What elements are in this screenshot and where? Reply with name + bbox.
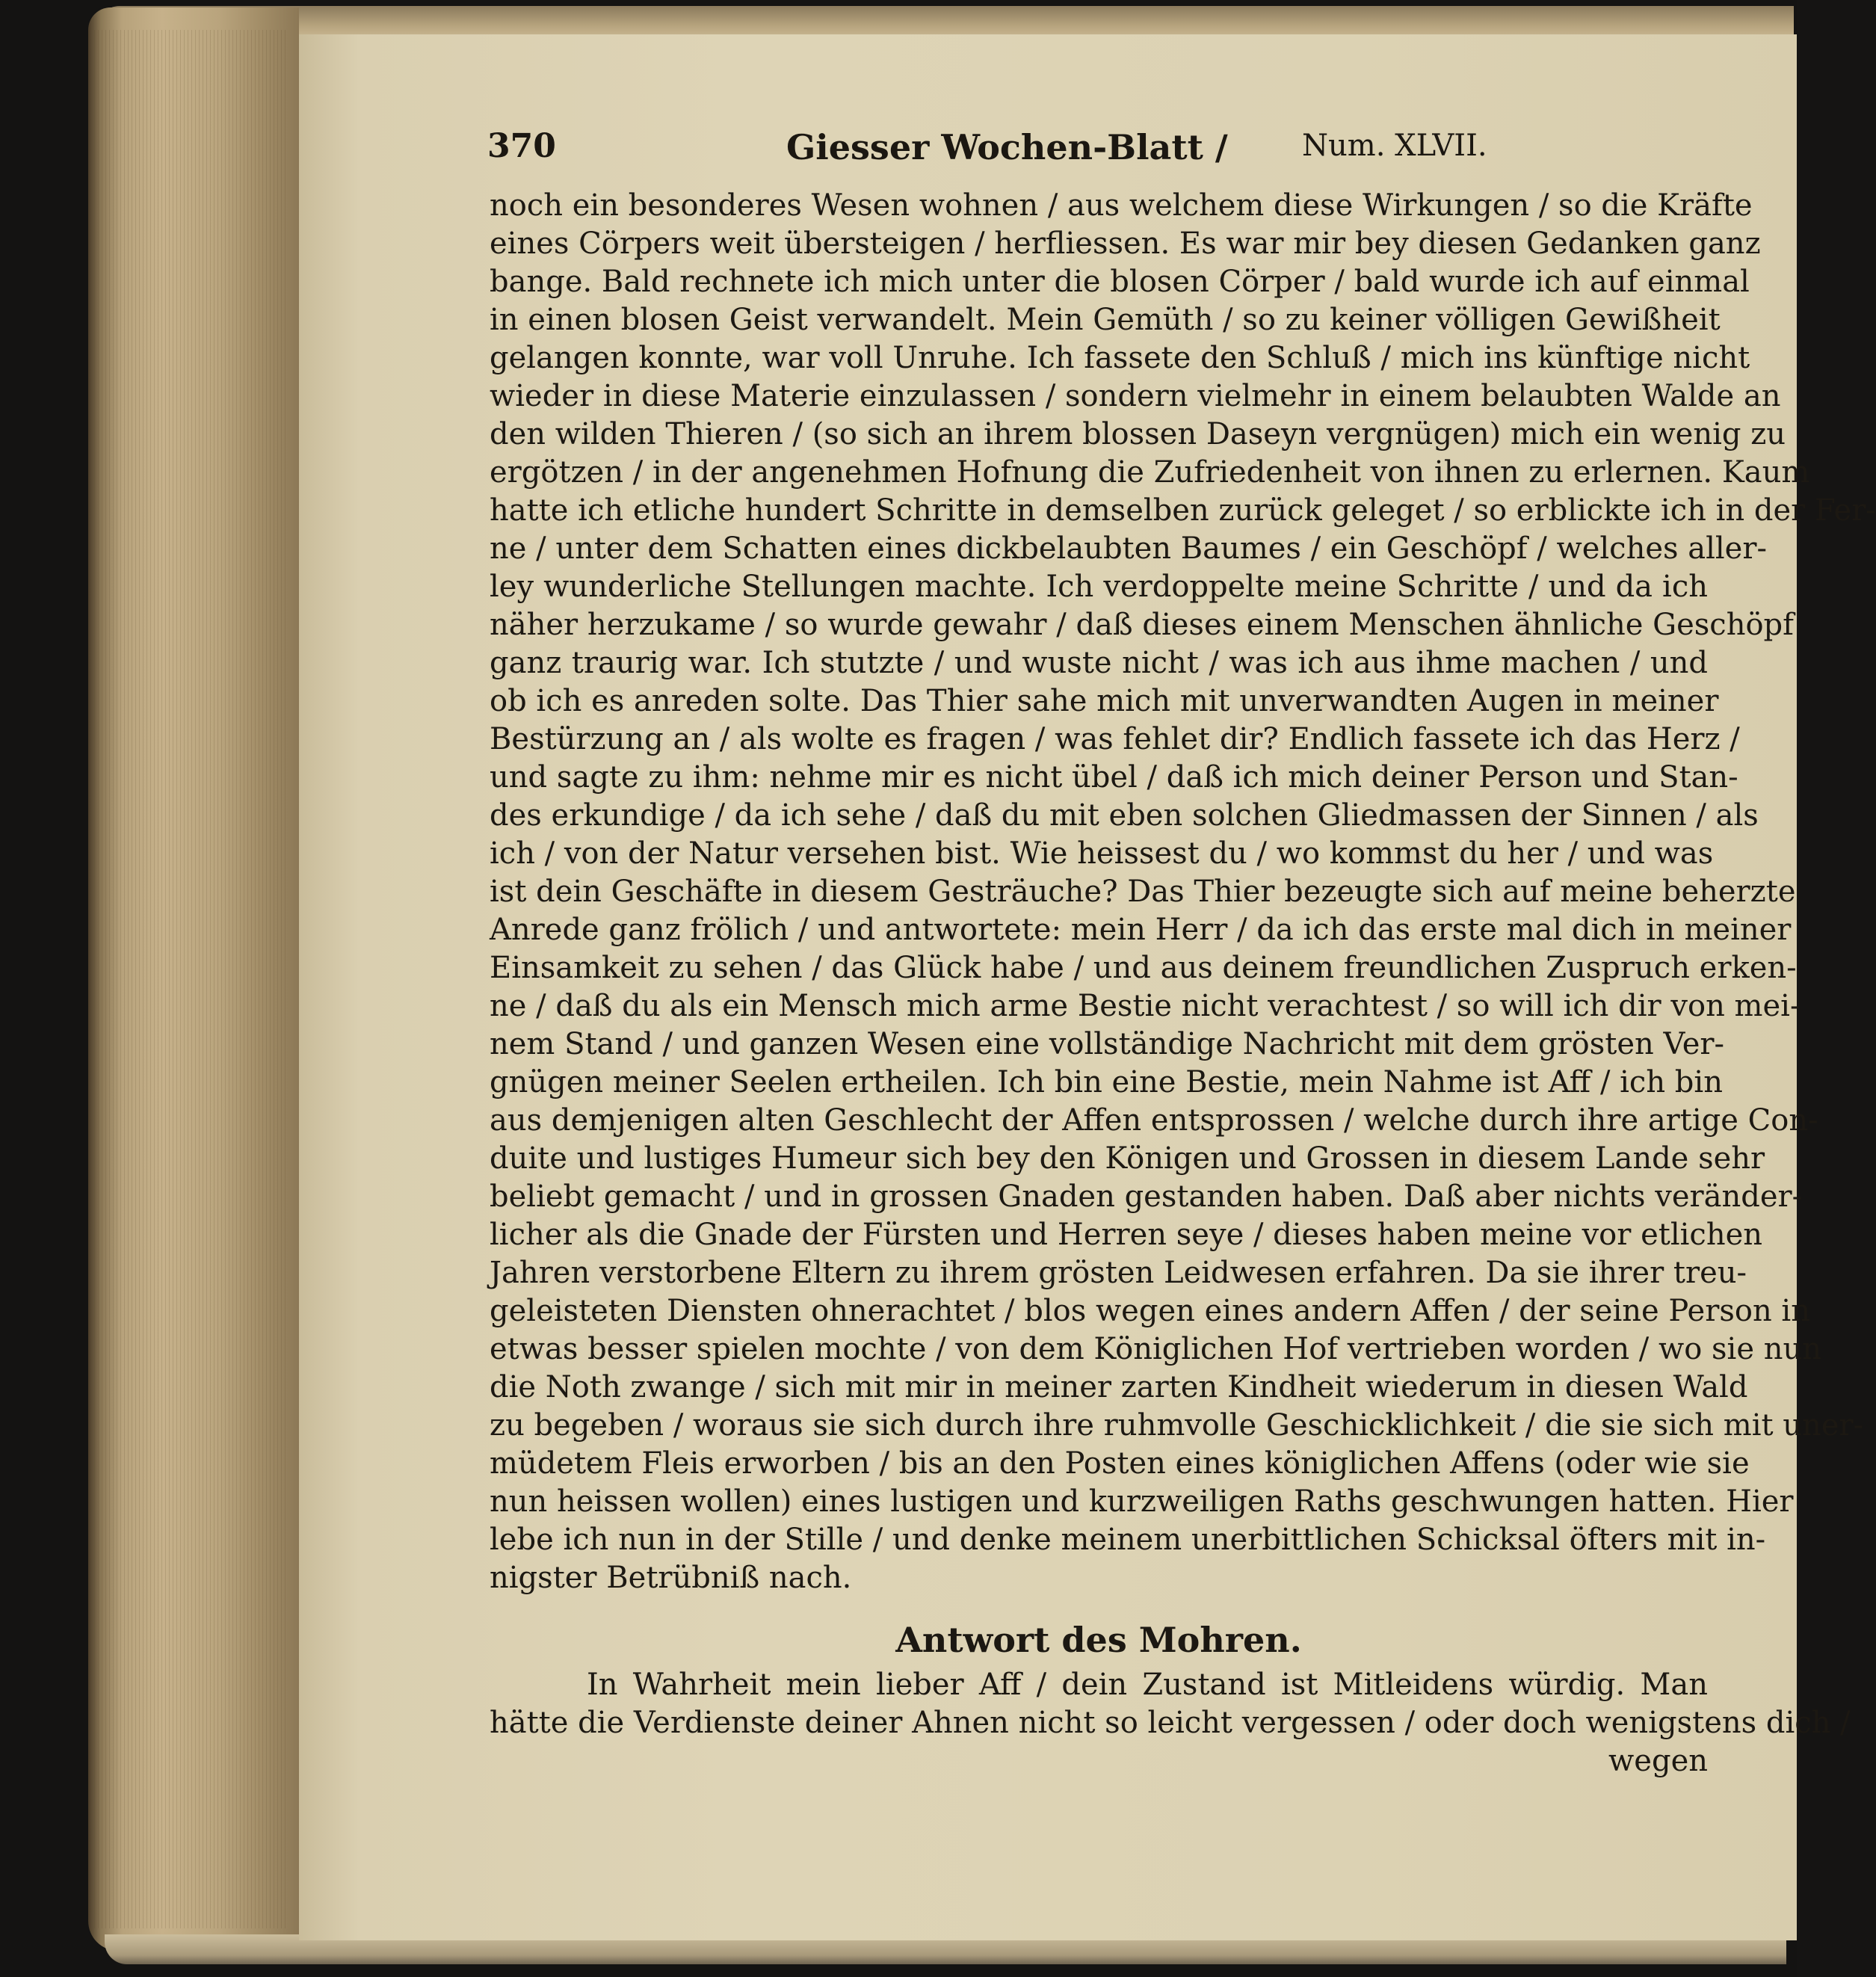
text-line: ergötzen / in der angenehmen Hofnung die Zufriedenheit von ihnen zu erlernen. Kaum xyxy=(490,455,1810,490)
text-line: nem Stand / und ganzen Wesen eine vollständige Nachricht mit dem grösten Ver- xyxy=(490,1027,1725,1061)
running-header xyxy=(487,112,1487,179)
text-line: noch ein besonderes Wesen wohnen / aus welchem diese Wirkungen / so die Kräfte xyxy=(490,188,1753,223)
section-heading: Antwort des Mohren. xyxy=(895,1620,1302,1660)
text-line: ist dein Geschäfte in diesem Gesträuche? Das Thier bezeugte sich auf meine beherzte xyxy=(490,875,1796,909)
text-line: näher herzukame / so wurde gewahr / daß dieses einem Menschen ähnliche Geschöpf xyxy=(490,608,1794,642)
text-line: müdetem Fleis erworben / bis an den Posten eines königlichen Affens (oder wie sie xyxy=(490,1446,1750,1481)
text-line: gnügen meiner Seelen ertheilen. Ich bin eine Bestie, mein Nahme ist Aff / ich bin xyxy=(490,1065,1723,1099)
periodical-title: Giesser Wochen-Blatt / xyxy=(786,127,1228,167)
text-line: die Noth zwange / sich mit mir in meiner zarten Kindheit wiederum in diesen Wald xyxy=(490,1370,1748,1404)
text-line: Bestürzung an / als wolte es fragen / was fehlet dir? Endlich fassete ich das Herz / xyxy=(490,722,1740,756)
text-line: wieder in diese Materie einzulassen / sondern vielmehr in einem belaubten Walde an xyxy=(490,379,1781,413)
text-line: ne / daß du als ein Mensch mich arme Bestie nicht verachtest / so will ich dir von mei- xyxy=(490,989,1801,1023)
text-line: duite und lustiges Humeur sich bey den Königen und Grossen in diesem Lande sehr xyxy=(490,1141,1765,1176)
text-line: zu begeben / woraus sie sich durch ihre ruhmvolle Geschicklichkeit / die sie sich mit uner- xyxy=(490,1408,1864,1443)
page-body xyxy=(490,187,1876,1780)
text-line: Anrede ganz frölich / und antwortete: mein Herr / da ich das erste mal dich in meiner xyxy=(490,913,1792,947)
text-line: eines Cörpers weit übersteigen / herfliessen. Es war mir bey diesen Gedanken ganz xyxy=(490,226,1761,261)
text-line: den wilden Thieren / (so sich an ihrem blossen Daseyn vergnügen) mich ein wenig zu xyxy=(490,417,1786,451)
text-line: hätte die Verdienste deiner Ahnen nicht so leicht vergessen / oder doch wenigstens dich / xyxy=(490,1706,1851,1740)
text-line: aus demjenigen alten Geschlecht der Affen entsprossen / welche durch ihre artige Con- xyxy=(490,1103,1818,1138)
text-line: lebe ich nun in der Stille / und denke meinem unerbittlichen Schicksal öfters mit in- xyxy=(490,1523,1766,1557)
text-line: Einsamkeit zu sehen / das Glück habe / und aus deinem freundlichen Zuspruch erken- xyxy=(490,951,1797,985)
text-line: nigster Betrübniß nach. xyxy=(490,1561,852,1595)
text-line: des erkundige / da ich sehe / daß du mit eben solchen Gliedmassen der Sinnen / als xyxy=(490,798,1759,833)
text-line: In Wahrheit mein lieber Aff / dein Zustand ist Mitleidens würdig. Man xyxy=(587,1668,1708,1702)
text-line: ich / von der Natur versehen bist. Wie heissest du / wo kommst du her / und was xyxy=(490,836,1714,871)
text-line: beliebt gemacht / und in grossen Gnaden gestanden haben. Daß aber nichts veränder- xyxy=(490,1179,1803,1214)
issue-number: Num. XLVII. xyxy=(1302,129,1487,163)
text-line: licher als die Gnade der Fürsten und Herren seye / dieses haben meine vor etlichen xyxy=(490,1218,1763,1252)
text-line: bange. Bald rechnete ich mich unter die blosen Cörper / bald wurde ich auf einmal xyxy=(490,265,1750,299)
text-line: ley wunderliche Stellungen machte. Ich verdoppelte meine Schritte / und da ich xyxy=(490,570,1708,604)
text-line: und sagte zu ihm: nehme mir es nicht übel / daß ich mich deiner Person und Stan- xyxy=(490,760,1738,795)
catchword: wegen xyxy=(1608,1744,1708,1778)
text-line: Jahren verstorbene Eltern zu ihrem grösten Leidwesen erfahren. Da sie ihrer treu- xyxy=(490,1256,1747,1290)
text-line: gelangen konnte, war voll Unruhe. Ich fassete den Schluß / mich ins künftige nicht xyxy=(490,341,1750,375)
text-line: ne / unter dem Schatten eines dickbelaubten Baumes / ein Geschöpf / welches aller- xyxy=(490,531,1767,566)
text-line: ob ich es anreden solte. Das Thier sahe mich mit unverwandten Augen in meiner xyxy=(490,684,1719,718)
text-line: etwas besser spielen mochte / von dem Königlichen Hof vertrieben worden / wo sie nun xyxy=(490,1332,1822,1366)
text-line: in einen blosen Geist verwandelt. Mein Gemüth / so zu keiner völligen Gewißheit xyxy=(490,303,1721,337)
page-number: 370 xyxy=(487,127,556,165)
text-line: hatte ich etliche hundert Schritte in demselben zurück geleget / so erblickte ich in der Fer- xyxy=(490,493,1876,528)
text-line: ganz traurig war. Ich stutzte / und wuste nicht / was ich aus ihme machen / und xyxy=(490,646,1708,680)
text-line: geleisteten Diensten ohnerachtet / blos wegen eines andern Affen / der seine Person in xyxy=(490,1294,1810,1328)
text-line: nun heissen wollen) eines lustigen und kurzweiligen Raths geschwungen hatten. Hier xyxy=(490,1484,1794,1519)
book-fore-edge xyxy=(88,7,299,1951)
